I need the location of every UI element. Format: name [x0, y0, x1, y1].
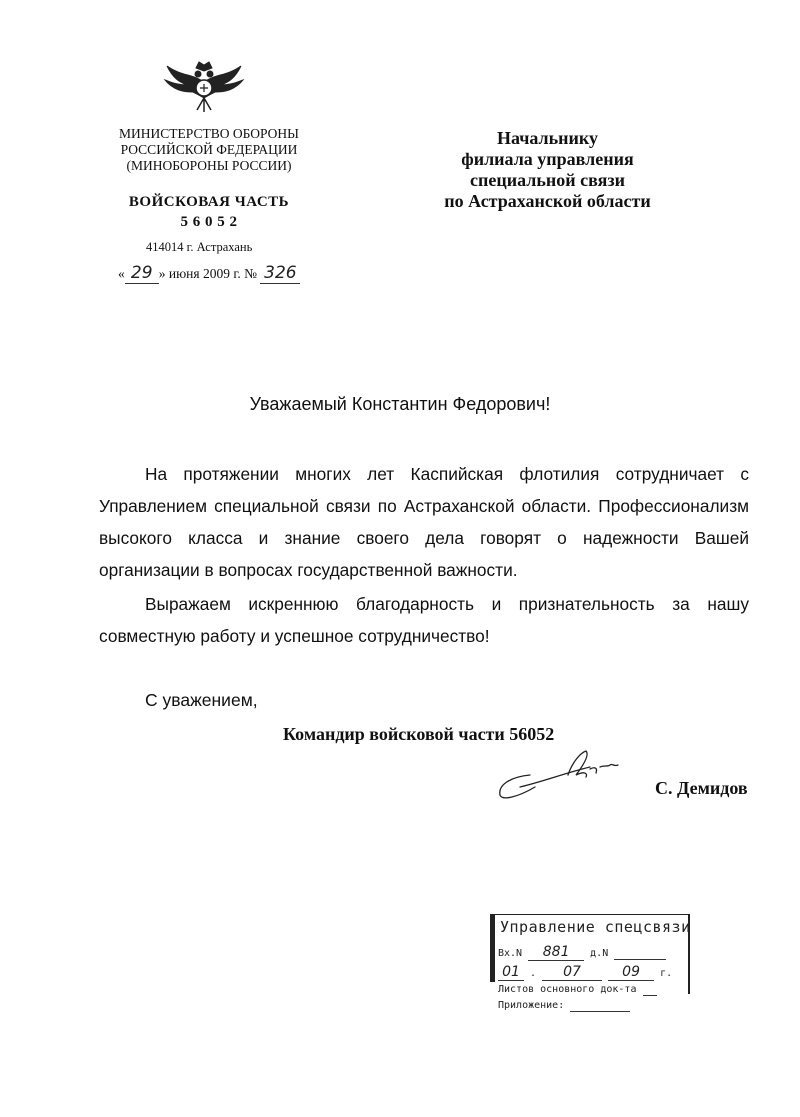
stamp-date-row: 01 . 07 09 г. — [498, 964, 672, 981]
stamp-date-suffix: г. — [660, 968, 673, 979]
ministry-line-2: РОССИЙСКОЙ ФЕДЕРАЦИИ — [120, 142, 298, 157]
greeting: Уважаемый Константин Федорович! — [249, 394, 551, 414]
stamp-sheets-row — [498, 984, 657, 996]
stamp-in-label: Вх.N — [498, 948, 523, 959]
stamp-in-number: 881 — [528, 944, 584, 961]
document-number-handwritten: 326 — [260, 263, 300, 284]
commander-name: С. Демидов — [655, 778, 748, 798]
body-paragraph-1: На протяжении многих лет Каспийская флотилия сотрудничает с Управлением специальной связи по Астраханской области. Профессионализм высокого класса и знание своего дела говорят о надежности Вашей организации в вопросах государственной важности. — [99, 464, 749, 580]
stamp-left-border — [490, 914, 495, 982]
closing: С уважением, — [145, 690, 258, 710]
stamp-d-label: д.N — [590, 948, 609, 959]
recipient-line-3: специальной связи — [470, 170, 625, 190]
sender-block — [100, 126, 318, 174]
stamp-incoming-row — [498, 944, 666, 961]
unit-title: ВОЙСКОВАЯ ЧАСТЬ — [128, 194, 290, 210]
military-unit-block — [100, 192, 318, 232]
recipient-line-2: филиала управления — [461, 149, 634, 169]
body-paragraph-2: Выражаем искреннюю благодарность и признательность за нашу совместную работу и успешное сотрудничество! — [99, 594, 749, 646]
letter-body — [99, 458, 749, 652]
commander-title: Командир войсковой части 56052 — [283, 724, 555, 744]
date-line — [118, 263, 300, 284]
recipient-line-1: Начальнику — [496, 128, 599, 148]
date-day-handwritten: 29 — [125, 263, 159, 284]
date-open-quote: « — [118, 266, 125, 281]
incoming-registration-stamp — [490, 908, 700, 1023]
recipient-block — [405, 128, 690, 212]
stamp-top-border — [490, 914, 690, 915]
sender-address: 414014 г. Астрахань — [146, 240, 253, 254]
ministry-line-1: МИНИСТЕРСТВО ОБОРОНЫ — [119, 126, 299, 141]
ministry-line-3: (МИНОБОРОНЫ РОССИИ) — [126, 158, 292, 173]
unit-number: 5 6 0 5 2 — [180, 214, 238, 230]
handwritten-signature — [490, 745, 625, 805]
stamp-date-month: 07 — [542, 964, 602, 981]
recipient-line-4: по Астраханской области — [444, 191, 651, 211]
stamp-sheets-label: Листов основного док-та — [498, 984, 637, 995]
stamp-attachment-label: Приложение: — [498, 1000, 565, 1011]
stamp-title: Управление спецсвязи — [500, 918, 691, 936]
date-rest: » июня 2009 г. № — [158, 266, 258, 281]
double-headed-eagle-emblem — [163, 52, 245, 114]
stamp-attachment-row — [498, 1000, 630, 1012]
stamp-date-year: 09 — [608, 964, 654, 981]
stamp-date-day: 01 — [498, 964, 524, 981]
